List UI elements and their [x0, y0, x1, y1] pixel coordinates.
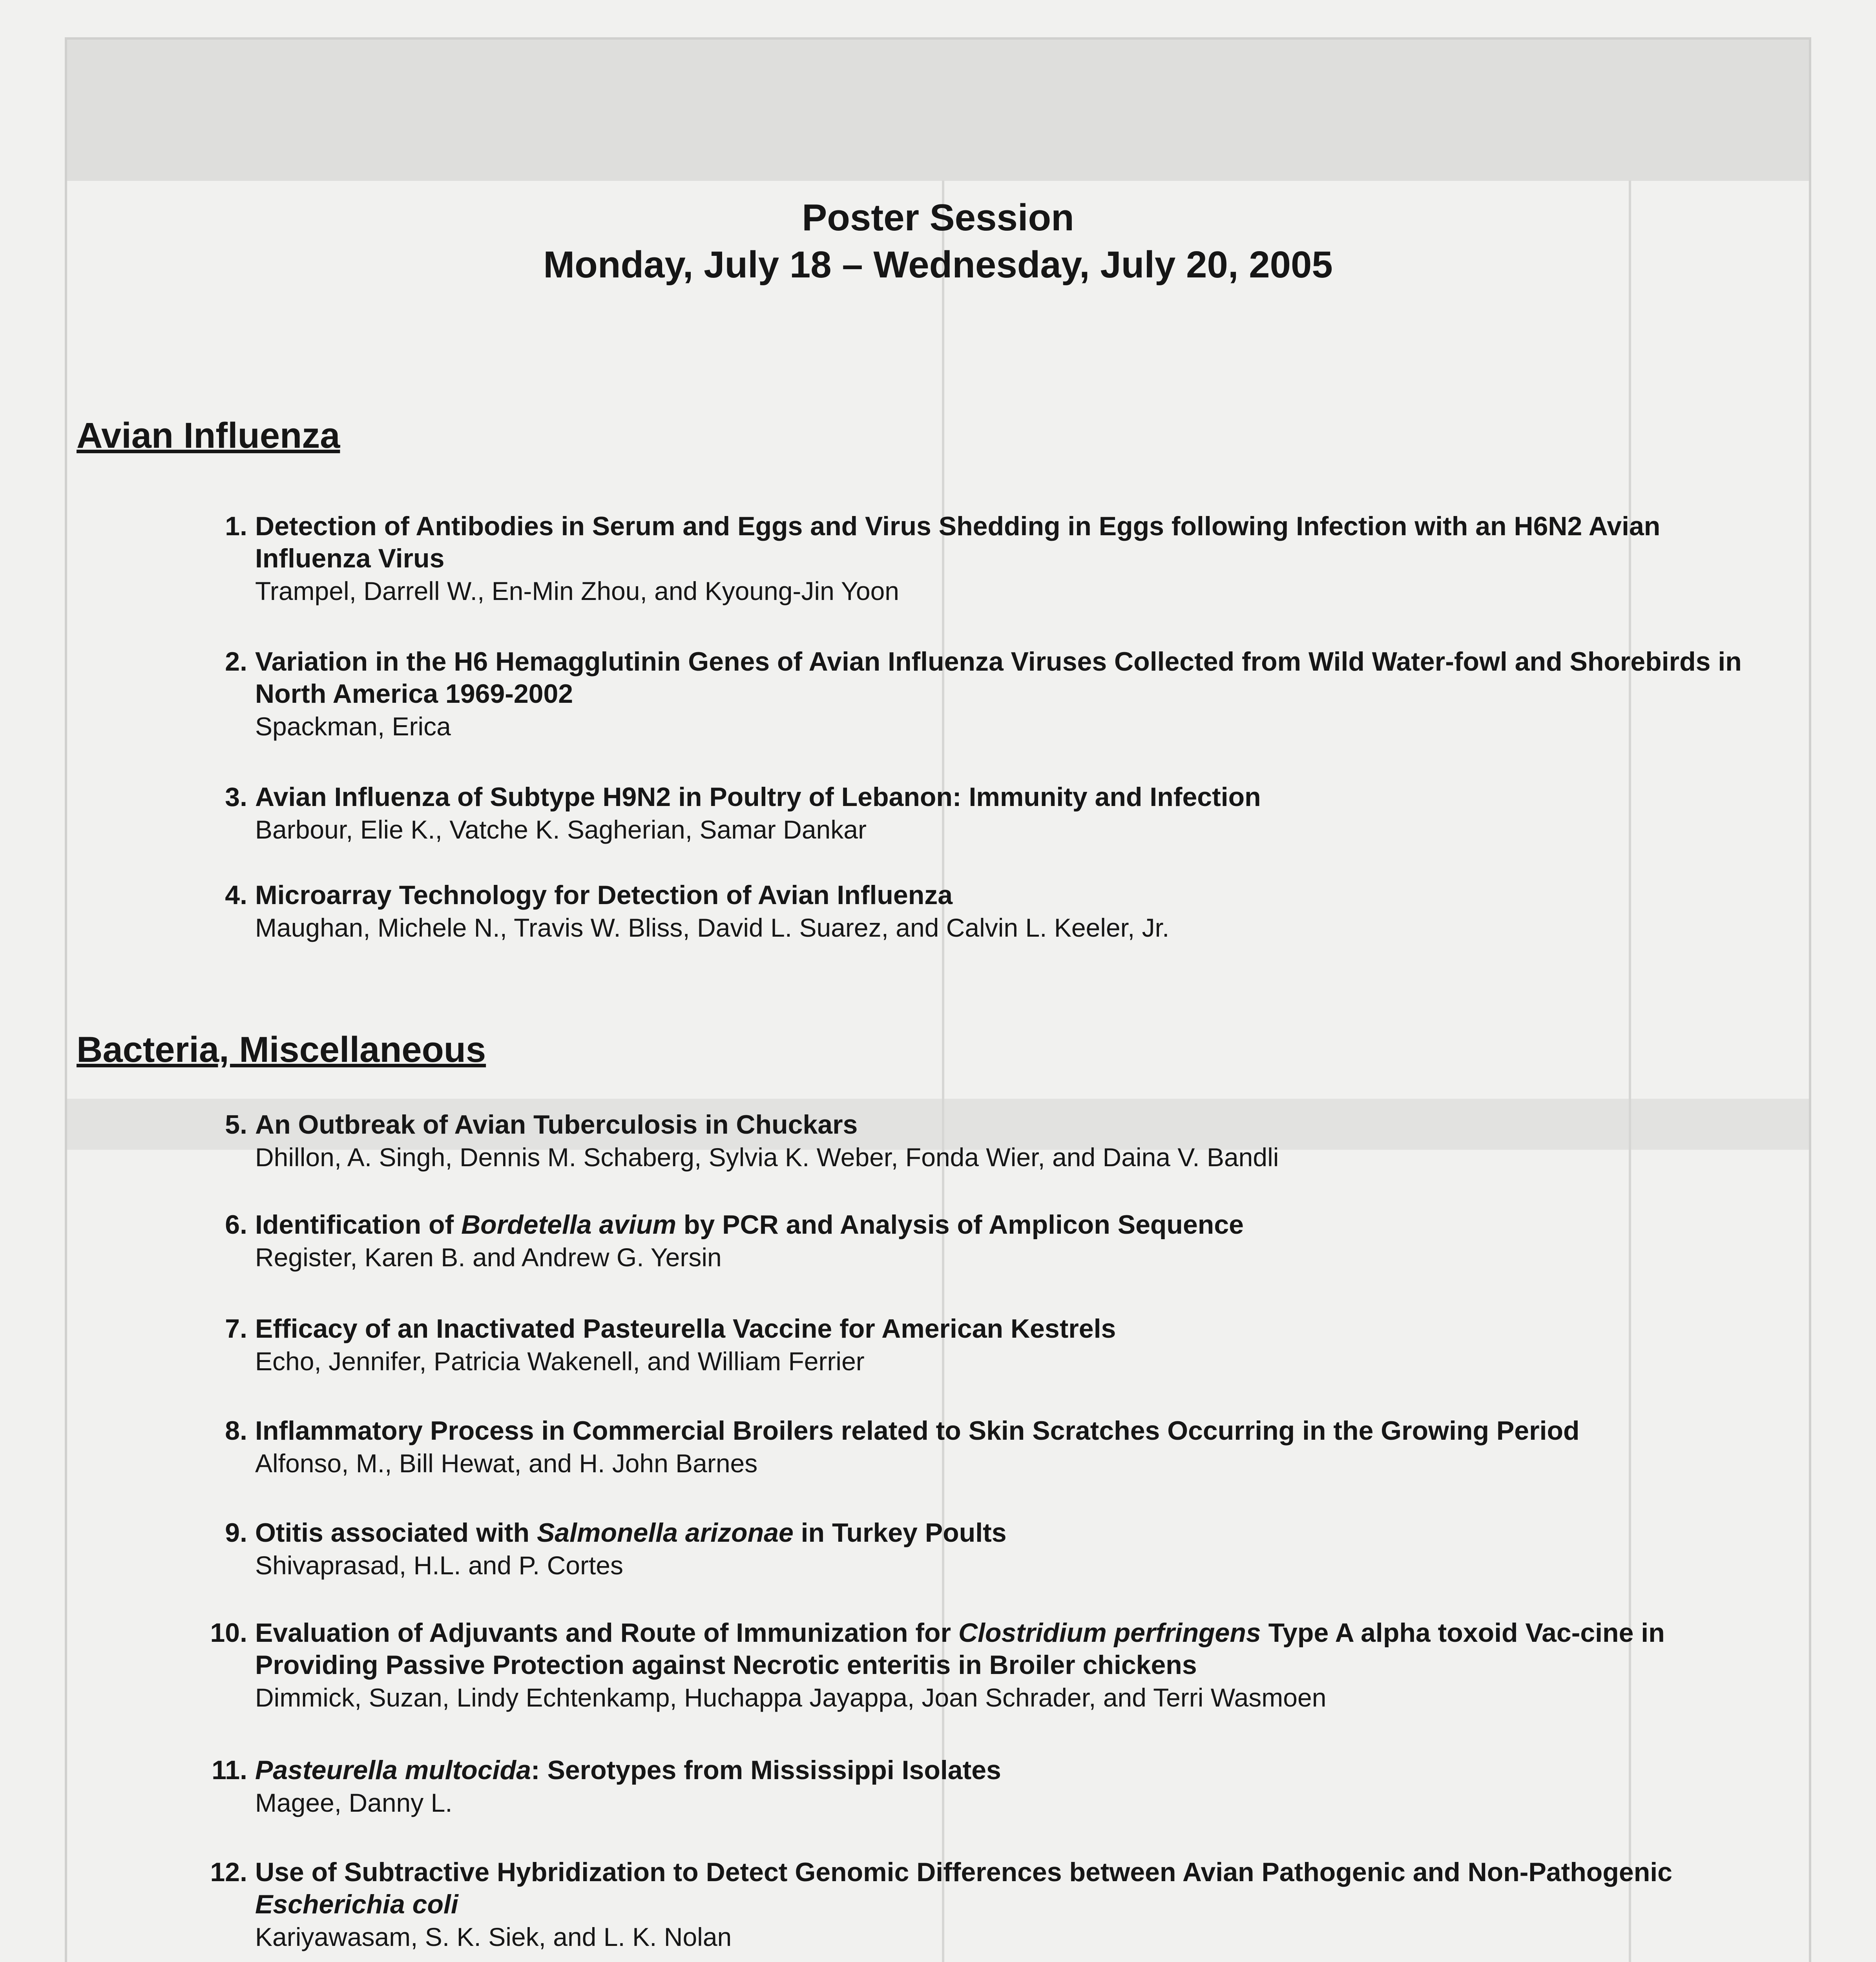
entry-authors: Echo, Jennifer, Patricia Wakenell, and William Ferrier: [255, 1347, 865, 1376]
entry-number: 8.: [225, 1416, 247, 1446]
entry-title: [255, 1754, 1743, 1786]
entry-title-text: Evaluation of Adjuvants and Route of Immunization for: [255, 1618, 958, 1648]
entry-number: 2.: [225, 647, 247, 676]
entry-title: Variation in the H6 Hemagglutinin Genes of Avian Influenza Viruses Collected from Wild Water-fowl and Shorebirds in North America 1969-2002: [255, 647, 1742, 709]
section-heading-avian-influenza: Avian Influenza: [77, 416, 340, 456]
entry-authors: Dimmick, Suzan, Lindy Echtenkamp, Huchappa Jayappa, Joan Schrader, and Terri Wasmoen: [255, 1683, 1327, 1712]
poster-entry: [192, 1856, 1743, 1953]
entry-title: An Outbreak of Avian Tuberculosis in Chuckars: [255, 1110, 858, 1140]
entry-authors: Trampel, Darrell W., En-Min Zhou, and Kyoung-Jin Yoon: [255, 576, 900, 605]
entry-title-text: Type A alpha toxoid Vac-cine in Providing Passive Protection against Necrotic enteritis in Broiler chickens: [255, 1618, 1665, 1680]
page-header: [0, 194, 1876, 288]
entry-number: 6.: [225, 1210, 247, 1240]
entry-title-text: in Turkey Poults: [793, 1518, 1007, 1548]
entry-number: 10.: [210, 1618, 247, 1648]
entry-title-italic: Clostridium perfringens: [958, 1618, 1261, 1648]
poster-entry: [192, 645, 1743, 743]
entry-authors: Magee, Danny L.: [255, 1788, 453, 1817]
entry-title-text: Identification of: [255, 1210, 462, 1240]
entry-title-italic: Bordetella avium: [461, 1210, 677, 1240]
entry-number: 5.: [225, 1110, 247, 1140]
entry-authors: Maughan, Michele N., Travis W. Bliss, David L. Suarez, and Calvin L. Keeler, Jr.: [255, 913, 1170, 942]
entry-authors: Dhillon, A. Singh, Dennis M. Schaberg, Sylvia K. Weber, Fonda Wier, and Daina V. Bandli: [255, 1143, 1279, 1172]
entry-title: [255, 1856, 1743, 1920]
entry-number: 3.: [225, 782, 247, 812]
entry-title-italic: Escherichia coli: [255, 1889, 458, 1919]
poster-entry: [192, 1617, 1743, 1714]
entry-title-text: Use of Subtractive Hybridization to Detect Genomic Differences between Avian Pathogenic and Non-Pathogenic: [255, 1857, 1672, 1887]
entry-title-italic: Salmonella arizonae: [537, 1518, 794, 1548]
entry-number: 4.: [225, 880, 247, 910]
session-dates: Monday, July 18 – Wednesday, July 20, 2005: [543, 244, 1333, 286]
poster-entry: [192, 1415, 1743, 1480]
entry-title: [255, 1617, 1743, 1681]
entry-authors: Alfonso, M., Bill Hewat, and H. John Barnes: [255, 1449, 758, 1478]
poster-entry: [192, 1209, 1743, 1274]
entry-title-text: : Serotypes from Mississippi Isolates: [531, 1755, 1001, 1785]
entry-number: 9.: [225, 1518, 247, 1548]
entry-number: 1.: [225, 511, 247, 541]
entry-title-text: by PCR and Analysis of Amplicon Sequence: [676, 1210, 1244, 1240]
entry-authors: Shivaprasad, H.L. and P. Cortes: [255, 1551, 623, 1580]
entry-title: Detection of Antibodies in Serum and Eggs and Virus Shedding in Eggs following Infection with an H6N2 Avian Influenza Virus: [255, 511, 1661, 573]
poster-entry: [192, 1754, 1743, 1819]
entry-title-italic: Pasteurella multocida: [255, 1755, 531, 1785]
bleed-through-header-band: [67, 40, 1809, 181]
entry-number: 11.: [212, 1755, 247, 1785]
poster-entry: [192, 1313, 1743, 1378]
entry-authors: Register, Karen B. and Andrew G. Yersin: [255, 1243, 722, 1272]
entry-authors: Spackman, Erica: [255, 712, 451, 741]
entry-title: Efficacy of an Inactivated Pasteurella Vaccine for American Kestrels: [255, 1314, 1116, 1344]
poster-entry: [192, 781, 1743, 846]
poster-entry: [192, 1109, 1743, 1174]
poster-entry: [192, 879, 1743, 944]
entry-title-text: Otitis associated with: [255, 1518, 537, 1548]
entry-title: Avian Influenza of Subtype H9N2 in Poultry of Lebanon: Immunity and Infection: [255, 782, 1261, 812]
entry-number: 7.: [225, 1314, 247, 1344]
section-heading-bacteria-miscellaneous: Bacteria, Miscellaneous: [77, 1030, 486, 1070]
page-title: Poster Session: [802, 197, 1074, 239]
entry-number: 12.: [210, 1857, 247, 1887]
entry-authors: Barbour, Elie K., Vatche K. Sagherian, Samar Dankar: [255, 815, 867, 844]
poster-entry: [192, 510, 1743, 607]
entry-title: [255, 1517, 1743, 1549]
entry-authors: Kariyawasam, S. K. Siek, and L. K. Nolan: [255, 1922, 732, 1951]
entry-title: [255, 1209, 1743, 1241]
poster-entry: [192, 1517, 1743, 1582]
entry-title: Inflammatory Process in Commercial Broilers related to Skin Scratches Occurring in the Growing Period: [255, 1416, 1580, 1446]
entry-title: Microarray Technology for Detection of Avian Influenza: [255, 880, 953, 910]
